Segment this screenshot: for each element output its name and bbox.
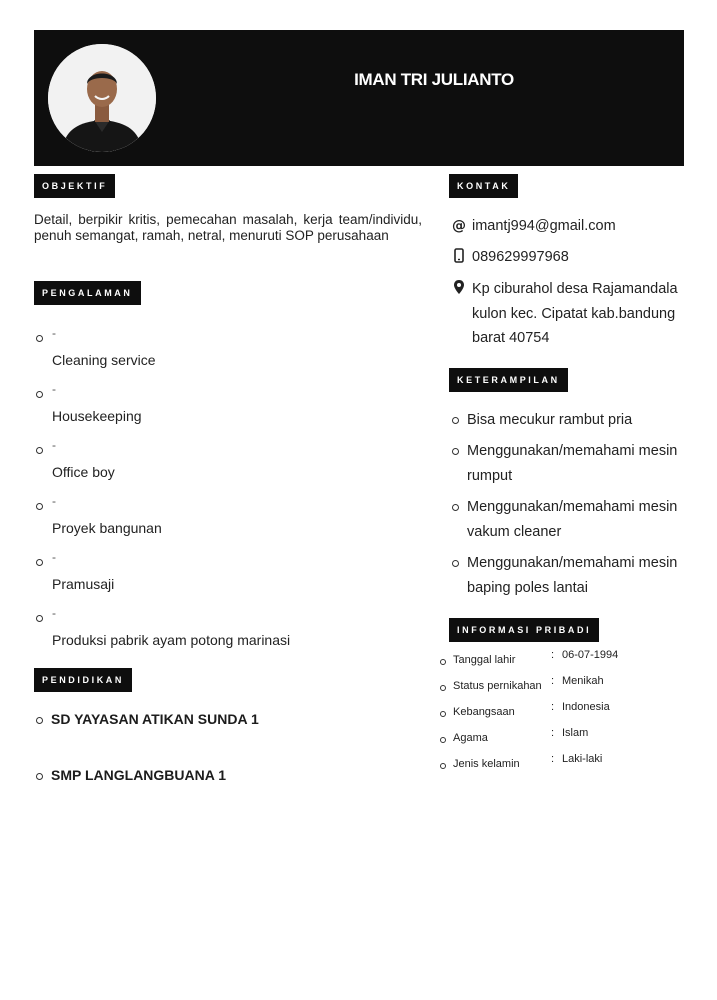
bullet-icon: [440, 737, 446, 743]
personal-info-heading: INFORMASI PRIBADI: [449, 618, 599, 642]
objective-heading: OBJEKTIF: [34, 174, 115, 198]
info-row: [440, 727, 690, 748]
skill-label: Bisa mecukur rambut pria: [467, 412, 633, 428]
experience-dash: -: [52, 494, 56, 508]
bullet-icon: [36, 559, 43, 566]
info-colon: :: [551, 701, 555, 713]
info-value: Laki-laki: [562, 753, 603, 765]
experience-label: Proyek bangunan: [52, 520, 162, 536]
bullet-icon: [440, 685, 446, 691]
bullet-icon: [36, 717, 43, 724]
skill-label: Menggunakan/memahami mesin rumput: [467, 443, 678, 484]
bullet-icon: [440, 711, 446, 717]
skill-label: Menggunakan/memahami mesin baping poles lantai: [467, 555, 678, 596]
bullet-icon: [440, 763, 446, 769]
education-label: SD YAYASAN ATIKAN SUNDA 1: [51, 711, 259, 727]
list-item: [36, 326, 416, 368]
bullet-icon: [452, 560, 459, 567]
experience-dash: -: [52, 326, 56, 340]
bullet-icon: [36, 773, 43, 780]
info-colon: :: [551, 753, 555, 765]
bullet-icon: [36, 391, 43, 398]
list-item: [36, 382, 416, 424]
bullet-icon: [452, 448, 459, 455]
experience-dash: -: [52, 382, 56, 396]
bullet-icon: [36, 447, 43, 454]
phone-text: 089629997968: [472, 249, 569, 265]
bullet-icon: [440, 659, 446, 665]
avatar: [48, 44, 156, 152]
education-label: SMP LANGLANGBUANA 1: [51, 767, 227, 783]
info-label: Jenis kelamin: [453, 758, 520, 770]
list-item: [36, 711, 259, 727]
contact-heading: KONTAK: [449, 174, 518, 198]
bullet-icon: [452, 504, 459, 511]
list-item: [36, 494, 416, 536]
education-heading: PENDIDIKAN: [34, 668, 132, 692]
skill-label: Menggunakan/memahami mesin vakum cleaner: [467, 499, 678, 540]
bullet-icon: [36, 615, 43, 622]
info-label: Tanggal lahir: [453, 654, 516, 666]
info-value: Islam: [562, 727, 589, 739]
info-colon: :: [551, 649, 555, 661]
experience-dash: -: [52, 550, 56, 564]
info-label: Status pernikahan: [453, 680, 542, 692]
header-banner: [34, 30, 684, 166]
at-icon: [452, 214, 466, 242]
profile-photo: [48, 44, 156, 152]
info-label: Agama: [453, 732, 488, 744]
info-colon: :: [551, 727, 555, 739]
bullet-icon: [36, 335, 43, 342]
info-value: Menikah: [562, 675, 604, 687]
experience-label: Pramusaji: [52, 576, 115, 592]
svg-text:@: @: [452, 218, 466, 234]
experience-heading: PENGALAMAN: [34, 281, 141, 305]
experience-label: Cleaning service: [52, 352, 156, 368]
objective-text: Detail, berpikir kritis, pemecahan masalah, kerja team/individu, penuh semangat, ramah, netral, menuruti SOP perusahaan: [34, 212, 422, 243]
list-item: [36, 550, 416, 592]
info-row: [440, 701, 690, 722]
bullet-icon: [36, 503, 43, 510]
experience-label: Office boy: [52, 464, 115, 480]
location-pin-icon: [452, 277, 466, 305]
info-value: 06-07-1994: [562, 649, 619, 661]
phone-icon: [452, 245, 466, 273]
experience-label: Produksi pabrik ayam potong marinasi: [52, 632, 291, 648]
candidate-name: IMAN TRI JULIANTO: [354, 70, 514, 89]
experience-label: Housekeeping: [52, 408, 142, 424]
bullet-icon: [452, 417, 459, 424]
list-item: [36, 606, 416, 648]
info-label: Kebangsaan: [453, 706, 515, 718]
list-item: [36, 767, 226, 783]
email-text: imantj994@gmail.com: [472, 218, 616, 234]
list-item: [36, 438, 416, 480]
info-row: [440, 753, 690, 774]
info-value: Indonesia: [562, 701, 610, 713]
info-colon: :: [551, 675, 555, 687]
experience-dash: -: [52, 606, 56, 620]
experience-dash: -: [52, 438, 56, 452]
info-row: [440, 649, 690, 670]
skills-heading: KETERAMPILAN: [449, 368, 568, 392]
info-row: [440, 675, 690, 696]
address-text: Kp ciburahol desa Rajamandala kulon kec. Cipatat kab.bandung barat 40754: [472, 281, 678, 346]
